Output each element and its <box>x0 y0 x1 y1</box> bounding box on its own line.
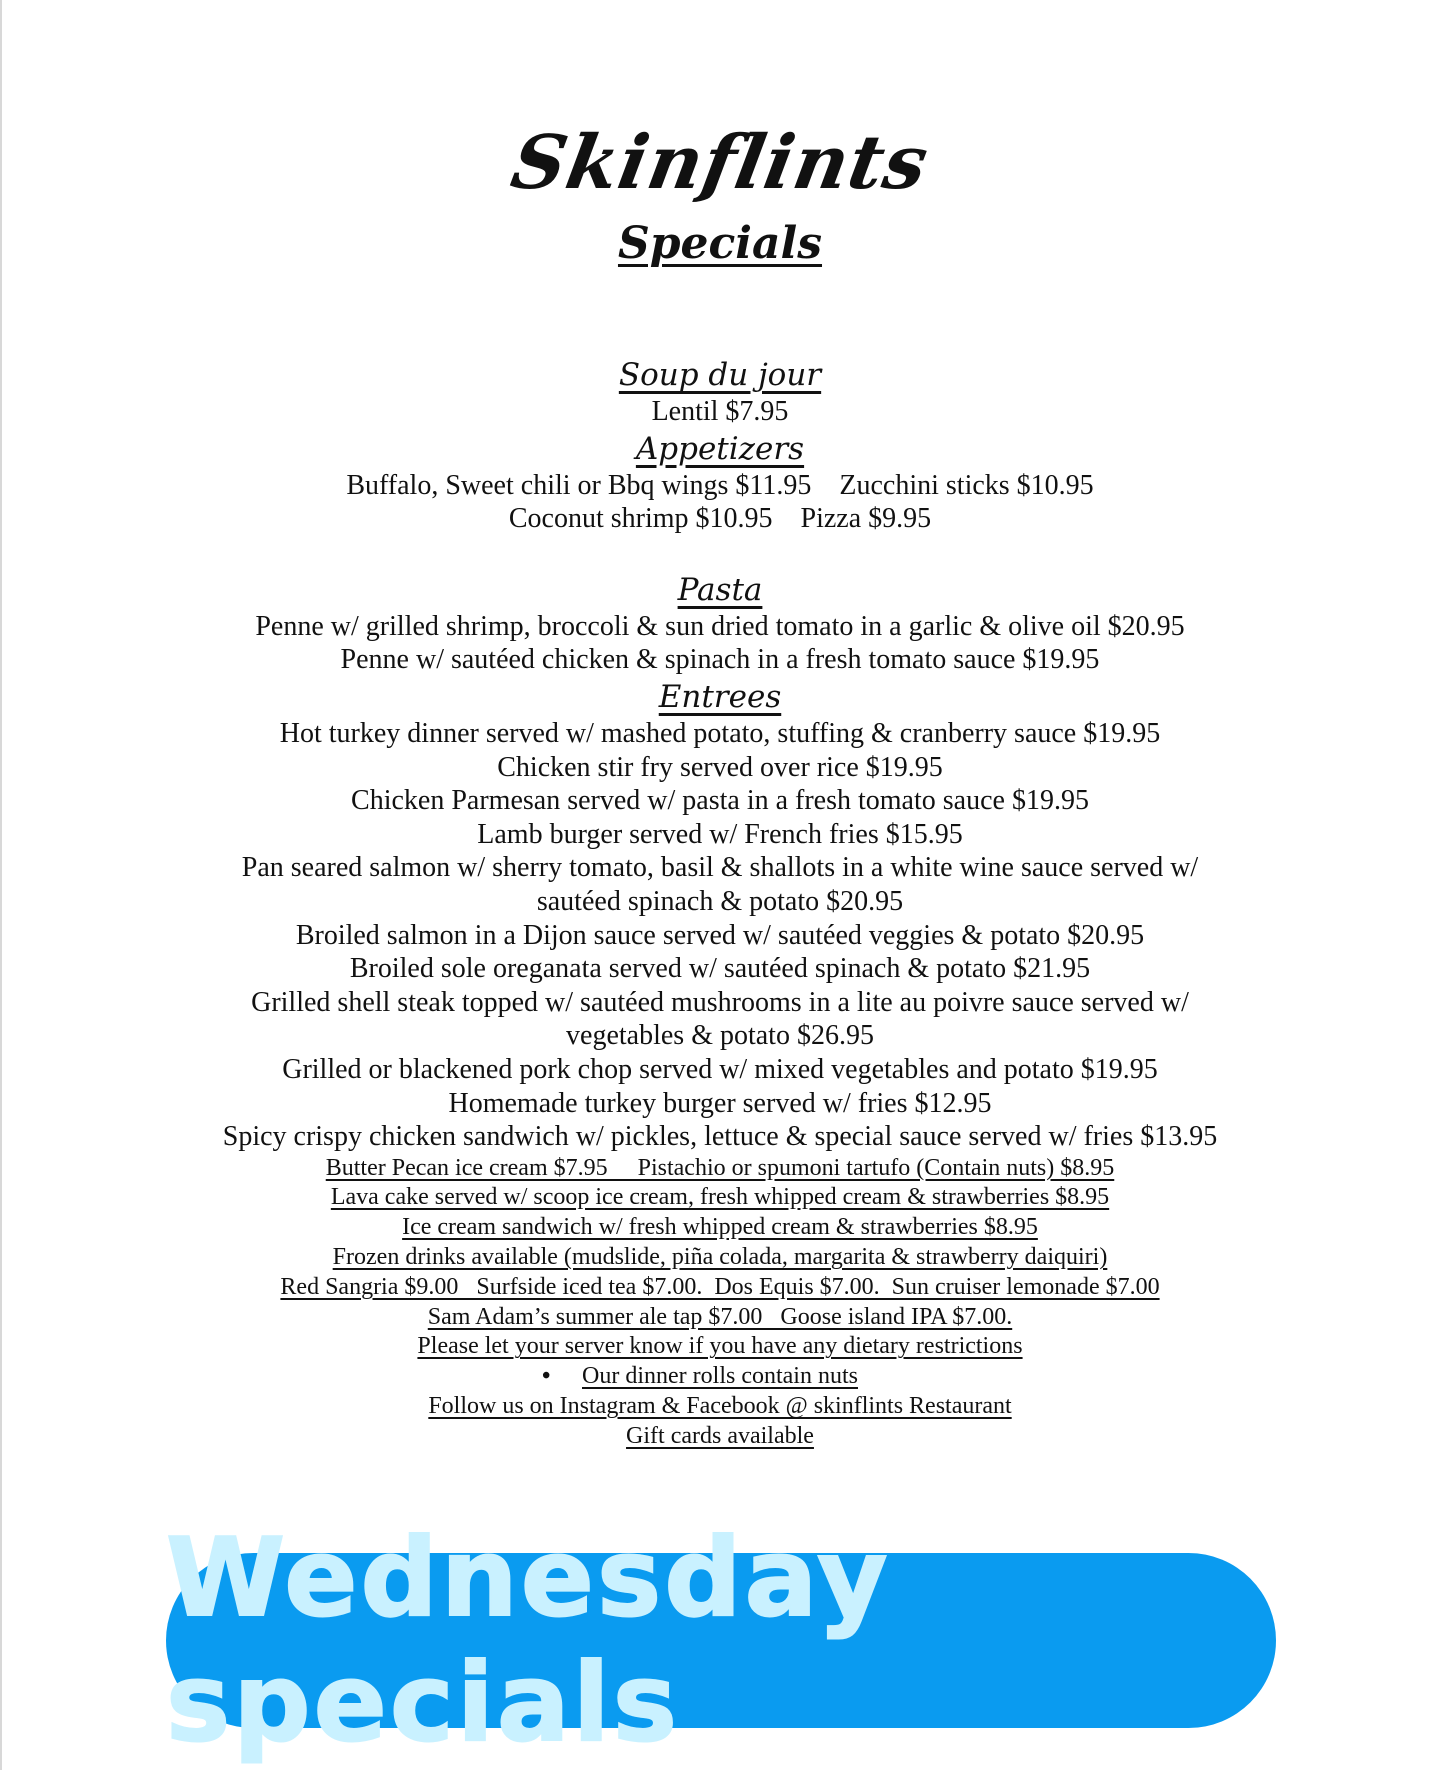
gift-cards-note <box>0 1422 1440 1452</box>
extras-line <box>0 1243 1440 1273</box>
entree-line: Broiled salmon in a Dijon sauce served w/ sautéed veggies & potato $20.95 <box>295 919 1145 951</box>
extras-line <box>0 1154 1440 1184</box>
entree-line: sautéed spinach & potato $20.95 <box>536 885 904 917</box>
appetizers-heading <box>0 429 1440 469</box>
entree-line: Chicken Parmesan served w/ pasta in a fresh tomato sauce $19.95 <box>351 785 1089 817</box>
menu-subtitle <box>0 218 1440 269</box>
extras-line <box>0 1303 1440 1333</box>
appetizer-line: Coconut shrimp $10.95 Pizza $9.95 <box>508 503 932 535</box>
soup-item: Lentil $7.95 <box>651 396 789 427</box>
dietary-note-text: Please let your server know if you have any dietary restrictions <box>417 1333 1023 1360</box>
extras-line <box>0 1183 1440 1213</box>
nuts-note-text: Our dinner rolls contain nuts <box>582 1363 858 1390</box>
entree-line: Grilled or blackened pork chop served w/ mixed vegetables and potato $19.95 <box>282 1053 1158 1085</box>
extras-line-text: Red Sangria $9.00 Surfside iced tea $7.00. Dos Equis $7.00. Sun cruiser lemonade $7.00 <box>280 1273 1160 1300</box>
extras-line-text: Sam Adam’s summer ale tap $7.00 Goose island IPA $7.00. <box>427 1303 1013 1330</box>
menu-subtitle-text: Specials <box>617 218 823 269</box>
entree-line: Hot turkey dinner served w/ mashed potato, stuffing & cranberry sauce $19.95 <box>279 717 1161 749</box>
entrees-heading <box>0 677 1440 717</box>
appetizers-heading-text: Appetizers <box>635 430 805 467</box>
entree-line: Homemade turkey burger served w/ fries $12.95 <box>448 1087 992 1119</box>
wednesday-banner <box>166 1515 1276 1766</box>
extras-line-text: Ice cream sandwich w/ fresh whipped cream & strawberries $8.95 <box>402 1214 1038 1241</box>
social-follow <box>0 1392 1440 1422</box>
dietary-note <box>0 1332 1440 1362</box>
pasta-line: Penne w/ sautéed chicken & spinach in a fresh tomato sauce $19.95 <box>340 644 1100 676</box>
bullet-icon: • <box>542 1363 551 1390</box>
entrees-heading-text: Entrees <box>658 678 782 715</box>
pasta-heading-text: Pasta <box>677 571 763 608</box>
entree-line: Chicken stir fry served over rice $19.95 <box>497 751 943 783</box>
extras-line <box>0 1213 1440 1243</box>
extras-line-text: Lava cake served w/ scoop ice cream, fresh whipped cream & strawberries $8.95 <box>330 1184 1110 1211</box>
soup-heading <box>0 355 1440 395</box>
extras-line <box>0 1273 1440 1303</box>
pasta-heading <box>0 570 1440 610</box>
soup-heading-text: Soup du jour <box>618 357 822 393</box>
entree-line: Broiled sole oreganata served w/ sautéed spinach & potato $21.95 <box>349 953 1091 985</box>
social-follow-text: Follow us on Instagram & Facebook @ skinflints Restaurant <box>428 1393 1012 1420</box>
entree-line: Lamb burger served w/ French fries $15.95 <box>477 818 963 850</box>
extras-line-text: Butter Pecan ice cream $7.95 Pistachio or spumoni tartufo (Contain nuts) $8.95 <box>325 1154 1115 1181</box>
menu-body <box>0 355 1440 1452</box>
nuts-note-wrap <box>542 1362 858 1392</box>
entree-line: Grilled shell steak topped w/ sautéed mushrooms in a lite au poivre sauce served w/ <box>251 986 1189 1018</box>
gift-cards-text: Gift cards available <box>626 1422 814 1449</box>
appetizer-line: Buffalo, Sweet chili or Bbq wings $11.95 Zucchini sticks $10.95 <box>346 469 1094 501</box>
banner-text: Wednesday specials <box>166 1515 891 1766</box>
nuts-note <box>0 1362 1440 1392</box>
extras-line-text: Frozen drinks available (mudslide, piña colada, margarita & strawberry daiquiri) <box>332 1244 1108 1271</box>
restaurant-name: Skinflints <box>505 120 935 206</box>
entree-line: Spicy crispy chicken sandwich w/ pickles, lettuce & special sauce served w/ fries $13.95 <box>222 1121 1218 1153</box>
entree-line: vegetables & potato $26.95 <box>566 1020 874 1052</box>
entree-line: Pan seared salmon w/ sherry tomato, basil & shallots in a white wine sauce served w/ <box>241 852 1199 884</box>
pasta-line: Penne w/ grilled shrimp, broccoli & sun dried tomato in a garlic & olive oil $20.95 <box>255 610 1185 642</box>
